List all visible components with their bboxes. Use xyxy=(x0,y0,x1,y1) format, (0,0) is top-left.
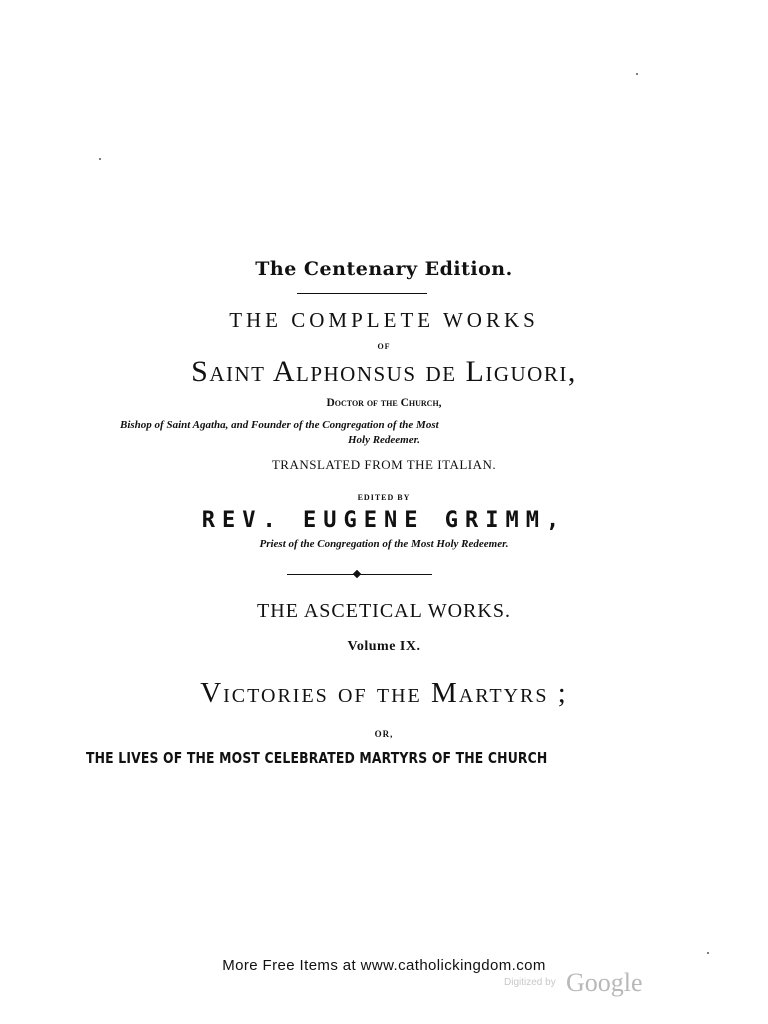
ink-speck xyxy=(707,952,709,954)
author-bishop-line: Bishop of Saint Agatha, and Founder of the Congregation of the Most xyxy=(120,419,439,431)
series-title: THE ASCETICAL WORKS. xyxy=(257,600,511,622)
ink-speck xyxy=(636,73,638,75)
or-connector: OR, xyxy=(374,729,394,739)
website-footer[interactable] xyxy=(0,957,768,974)
of-connector: OF xyxy=(377,342,391,351)
ink-speck xyxy=(99,158,101,160)
edition-heading: The Centenary Edition. xyxy=(255,258,513,280)
complete-works-heading: THE COMPLETE WORKS xyxy=(229,308,539,332)
editor-title: Priest of the Congregation of the Most Holy Redeemer. xyxy=(259,538,509,550)
book-subtitle: THE LIVES OF THE MOST CELEBRATED MARTYRS OF THE CHURCH xyxy=(86,749,548,767)
editor-name: REV. EUGENE GRIMM, xyxy=(201,508,567,533)
ornament-diamond-icon xyxy=(353,570,361,578)
edited-by-label: EDITED BY xyxy=(357,493,411,502)
book-title: Victories of the Martyrs ; xyxy=(200,677,568,709)
author-doctor-title: Doctor of the Church, xyxy=(326,397,442,409)
divider-rule xyxy=(297,293,427,294)
author-holy-redeemer-line: Holy Redeemer. xyxy=(347,434,421,446)
digitized-by-label: Digitized by xyxy=(504,977,556,988)
author-name: Saint Alphonsus de Liguori, xyxy=(191,355,577,388)
translation-note: TRANSLATED FROM THE ITALIAN. xyxy=(271,457,497,472)
website-link[interactable]: More Free Items at www.catholickingdom.com xyxy=(222,957,546,974)
volume-number: Volume IX. xyxy=(347,639,421,654)
google-watermark: Google xyxy=(566,968,643,997)
